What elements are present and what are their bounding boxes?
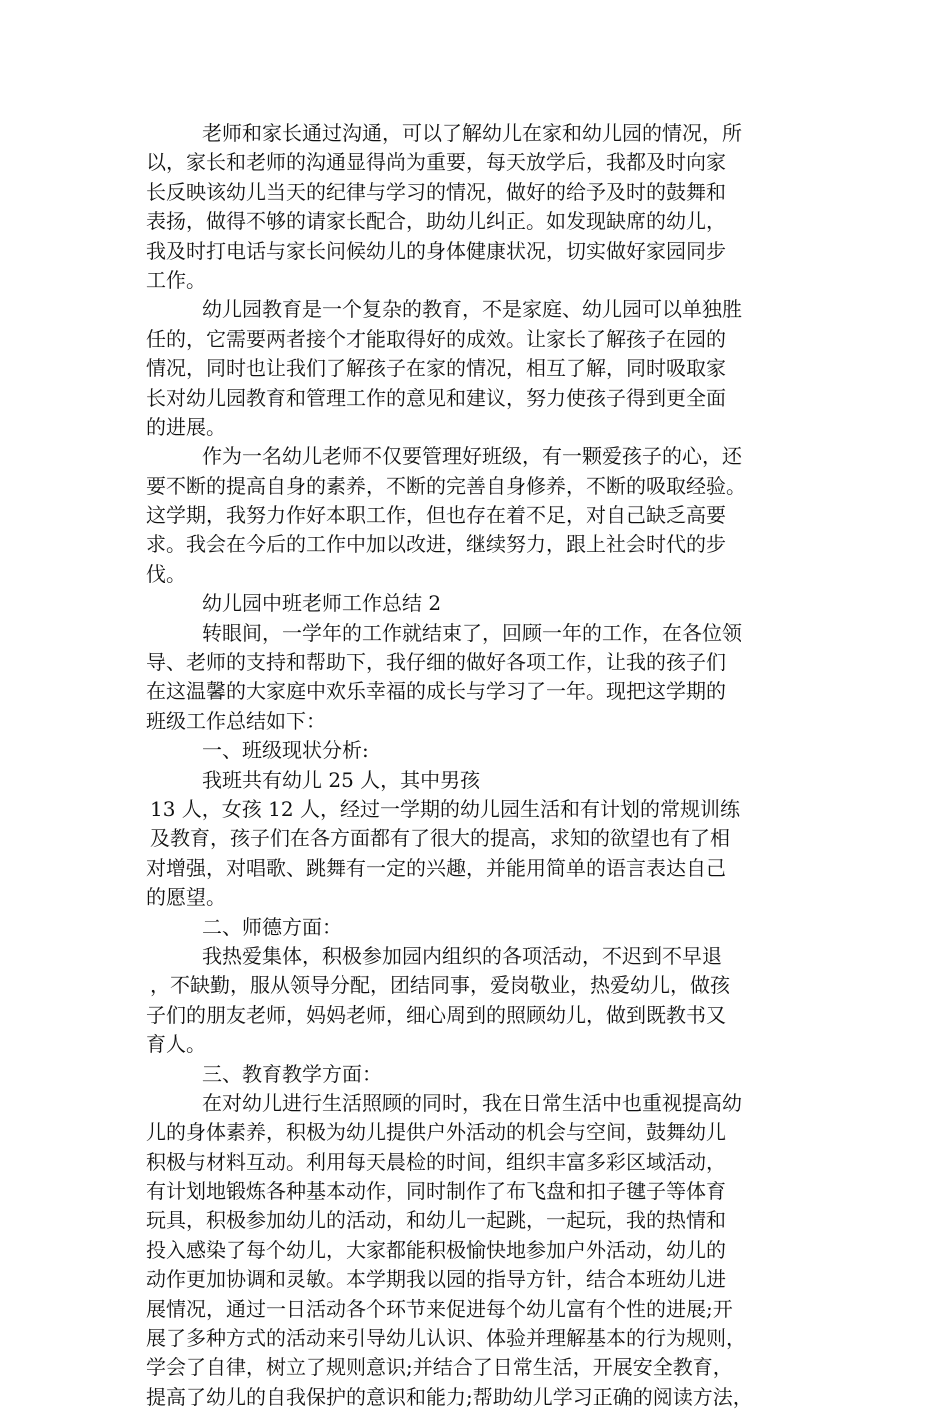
text-line: 对增强，对唱歌、跳舞有一定的兴趣，并能用简单的语言表达自己 [146, 855, 726, 880]
text-line: 玩具，积极参加幼儿的活动，和幼儿一起跳，一起玩，我的热情和 [146, 1208, 726, 1233]
text-line: 转眼间，一学年的工作就结束了，回顾一年的工作，在各位领 [202, 620, 742, 645]
text-line: 在这温馨的大家庭中欢乐幸福的成长与学习了一年。现把这学期的 [146, 679, 726, 704]
text-line: 及教育，孩子们在各方面都有了很大的提高，求知的欲望也有了相 [150, 826, 730, 851]
text-line: 展情况，通过一日活动各个环节来促进每个幼儿富有个性的进展;开 [146, 1296, 733, 1321]
text-line: 我及时打电话与家长问候幼儿的身体健康状况，切实做好家园同步 [146, 238, 726, 263]
text-line: 工作。 [146, 267, 206, 292]
text-line: 13 人，女孩 12 人，经过一学期的幼儿园生活和有计划的常规训练 [150, 796, 740, 821]
section-heading: 二、师德方面： [202, 914, 342, 939]
text-line: 任的，它需要两者接个才能取得好的成效。让家长了解孩子在园的 [146, 326, 726, 351]
text-line: 这学期，我努力作好本职工作，但也存在着不足，对自己缺乏高要 [146, 503, 726, 528]
text-line: ，不缺勤，服从领导分配，团结同事，爱岗敬业，热爱幼儿，做孩 [150, 973, 730, 998]
text-line: 长对幼儿园教育和管理工作的意见和建议，努力使孩子得到更全面 [146, 385, 726, 410]
text-line: 有计划地锻炼各种基本动作，同时制作了布飞盘和扣子毽子等体育 [146, 1179, 726, 1204]
text-line: 我班共有幼儿 25 人，其中男孩 [202, 767, 481, 792]
text-line: 提高了幼儿的自我保护的意识和能力;帮助幼儿学习正确的阅读方法， [146, 1384, 753, 1409]
text-line: 作为一名幼儿老师不仅要管理好班级，有一颗爱孩子的心，还 [202, 444, 742, 469]
section-heading: 幼儿园中班老师工作总结 2 [202, 591, 442, 616]
text-line: 导、老师的支持和帮助下，我仔细的做好各项工作，让我的孩子们 [146, 650, 726, 675]
text-line: 以，家长和老师的沟通显得尚为重要，每天放学后，我都及时向家 [146, 150, 726, 175]
text-line: 幼儿园教育是一个复杂的教育，不是家庭、幼儿园可以单独胜 [202, 297, 742, 322]
text-line: 伐。 [146, 561, 186, 586]
text-line: 求。我会在今后的工作中加以改进，继续努力，跟上社会时代的步 [146, 532, 726, 557]
text-line: 学会了自律，树立了规则意识;并结合了日常生活，开展安全教育， [146, 1355, 733, 1380]
text-line: 老师和家长通过沟通，可以了解幼儿在家和幼儿园的情况，所 [202, 121, 742, 145]
text-line: 儿的身体素养，积极为幼儿提供户外活动的机会与空间，鼓舞幼儿 [146, 1120, 726, 1145]
text-line: 班级工作总结如下： [146, 708, 326, 733]
text-line: 育人。 [146, 1032, 206, 1057]
section-heading: 一、班级现状分析: [202, 738, 369, 763]
text-line: 的愿望。 [146, 885, 226, 910]
document-body [146, 119, 826, 1412]
text-line: 的进展。 [146, 414, 226, 439]
text-line: 动作更加协调和灵敏。本学期我以园的指导方针，结合本班幼儿进 [146, 1267, 726, 1292]
text-line: 要不断的提高自身的素养，不断的完善自身修养，不断的吸取经验。 [146, 473, 746, 498]
text-line: 在对幼儿进行生活照顾的同时，我在日常生活中也重视提高幼 [202, 1090, 742, 1115]
text-line: 积极与材料互动。利用每天晨检的时间，组织丰富多彩区域活动， [146, 1149, 726, 1174]
text-line: 长反映该幼儿当天的纪律与学习的情况，做好的给予及时的鼓舞和 [146, 179, 726, 204]
text-line: 我热爱集体，积极参加园内组织的各项活动，不迟到不早退 [202, 943, 722, 968]
text-line: 情况，同时也让我们了解孩子在家的情况，相互了解，同时吸取家 [146, 356, 726, 381]
section-heading: 三、教育教学方面： [202, 1061, 382, 1086]
text-line: 表扬，做得不够的请家长配合，助幼儿纠正。如发现缺席的幼儿， [146, 209, 726, 234]
text-line: 子们的朋友老师，妈妈老师，细心周到的照顾幼儿，做到既教书又 [146, 1002, 726, 1027]
text-line: 投入感染了每个幼儿，大家都能积极愉快地参加户外活动，幼儿的 [146, 1237, 726, 1262]
text-line: 展了多种方式的活动来引导幼儿认识、体验并理解基本的行为规则， [146, 1326, 746, 1351]
